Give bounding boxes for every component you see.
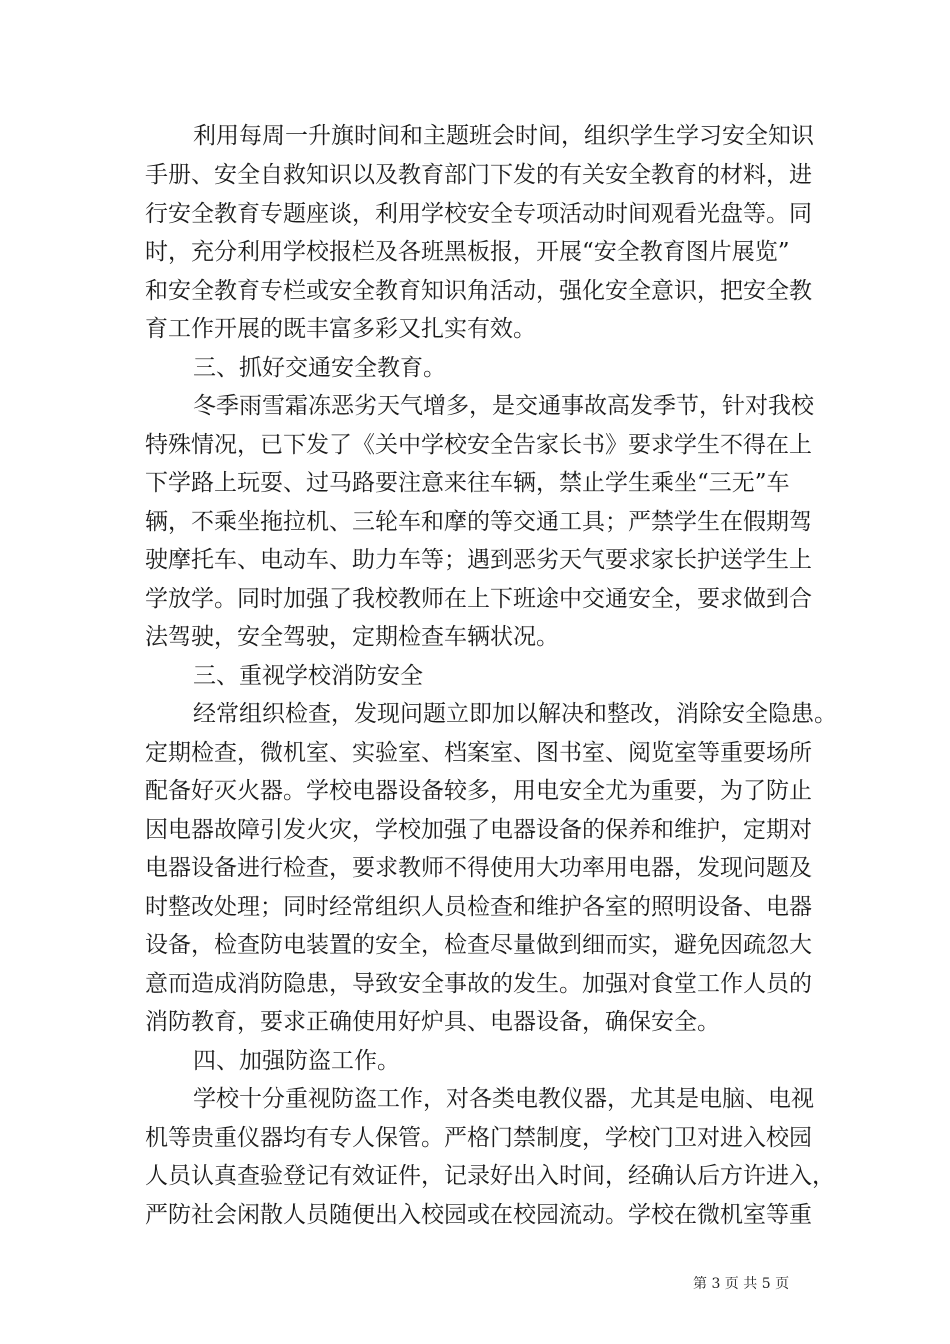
text-line xyxy=(0,1156,950,1196)
text-line-content: 下学路上玩耍、过马路要注意来往车辆，禁止学生乘坐“三无”车 xyxy=(145,470,790,496)
text-line-content: 人员认真查验登记有效证件，记录好出入时间，经确认后方许进入， xyxy=(145,1163,835,1189)
text-line xyxy=(0,502,950,542)
text-line-content: 意而造成消防隐患，导致安全事故的发生。加强对食堂工作人员的 xyxy=(145,971,812,997)
text-line-content: 配备好灭火器。学校电器设备较多，用电安全尤为重要，为了防止 xyxy=(145,778,812,804)
text-line-content: 机等贵重仪器均有专人保管。严格门禁制度，学校门卫对进入校园 xyxy=(145,1125,812,1151)
text-line xyxy=(0,425,950,465)
text-line xyxy=(0,1118,950,1158)
text-line xyxy=(0,1195,950,1235)
text-line xyxy=(0,1079,950,1119)
text-line xyxy=(0,694,950,734)
text-line-content: 法驾驶，安全驾驶，定期检查车辆状况。 xyxy=(145,624,559,650)
text-line xyxy=(0,155,950,195)
text-line xyxy=(0,232,950,272)
text-line xyxy=(0,733,950,773)
text-line-content: 辆，不乘坐拖拉机、三轮车和摩的等交通工具；严禁学生在假期驾 xyxy=(145,509,812,535)
section-heading-content: 四、加强防盗工作。 xyxy=(193,1048,400,1074)
text-line-content: 和安全教育专栏或安全教育知识角活动，强化安全意识，把安全教 xyxy=(145,278,812,304)
text-line-content: 育工作开展的既丰富多彩又扎实有效。 xyxy=(145,316,536,342)
text-line xyxy=(0,579,950,619)
text-line-content: 利用每周一升旗时间和主题班会时间，组织学生学习安全知识 xyxy=(193,123,814,149)
text-line xyxy=(0,1002,950,1042)
text-line xyxy=(0,887,950,927)
text-line xyxy=(0,964,950,1004)
text-line xyxy=(0,386,950,426)
section-heading-content: 三、抓好交通安全教育。 xyxy=(193,355,446,381)
text-line xyxy=(0,925,950,965)
text-line-content: 时，充分利用学校报栏及各班黑板报，开展“安全教育图片展览” xyxy=(145,239,790,265)
text-line xyxy=(0,848,950,888)
text-line xyxy=(0,540,950,580)
text-line-content: 特殊情况，已下发了《关中学校安全告家长书》要求学生不得在上 xyxy=(145,432,812,458)
text-line xyxy=(0,194,950,234)
section-heading xyxy=(0,656,950,696)
text-line-content: 设备，检查防电装置的安全，检查尽量做到细而实，避免因疏忽大 xyxy=(145,932,812,958)
text-line-content: 消防教育，要求正确使用好炉具、电器设备，确保安全。 xyxy=(145,1009,720,1035)
text-line xyxy=(0,271,950,311)
text-line xyxy=(0,771,950,811)
section-heading-content: 三、重视学校消防安全 xyxy=(193,663,423,689)
text-line xyxy=(0,116,950,156)
text-line-content: 严防社会闲散人员随便出入校园或在校园流动。学校在微机室等重 xyxy=(145,1202,812,1228)
text-line-content: 经常组织检查，发现问题立即加以解决和整改，消除安全隐患。 xyxy=(193,701,837,727)
text-line-content: 手册、安全自救知识以及教育部门下发的有关安全教育的材料，进 xyxy=(145,162,812,188)
text-line-content: 因电器故障引发火灾，学校加强了电器设备的保养和维护，定期对 xyxy=(145,817,812,843)
text-line-content: 学校十分重视防盗工作，对各类电教仪器，尤其是电脑、电视 xyxy=(193,1086,814,1112)
text-line xyxy=(0,463,950,503)
text-line xyxy=(0,810,950,850)
section-heading xyxy=(0,1041,950,1081)
text-line xyxy=(0,309,950,349)
text-line-content: 定期检查，微机室、实验室、档案室、图书室、阅览室等重要场所 xyxy=(145,740,812,766)
text-line-content: 学放学。同时加强了我校教师在上下班途中交通安全，要求做到合 xyxy=(145,586,812,612)
text-line-content: 冬季雨雪霜冻恶劣天气增多，是交通事故高发季节，针对我校 xyxy=(193,393,814,419)
text-line xyxy=(0,617,950,657)
text-line-content: 行安全教育专题座谈，利用学校安全专项活动时间观看光盘等。同 xyxy=(145,201,812,227)
section-heading xyxy=(0,348,950,388)
text-line-content: 驶摩托车、电动车、助力车等；遇到恶劣天气要求家长护送学生上 xyxy=(145,547,812,573)
text-line-content: 电器设备进行检查，要求教师不得使用大功率用电器，发现问题及 xyxy=(145,855,812,881)
text-line-content: 时整改处理；同时经常组织人员检查和维护各室的照明设备、电器 xyxy=(145,894,812,920)
page-number: 第 3 页 共 5 页 xyxy=(693,1276,790,1292)
